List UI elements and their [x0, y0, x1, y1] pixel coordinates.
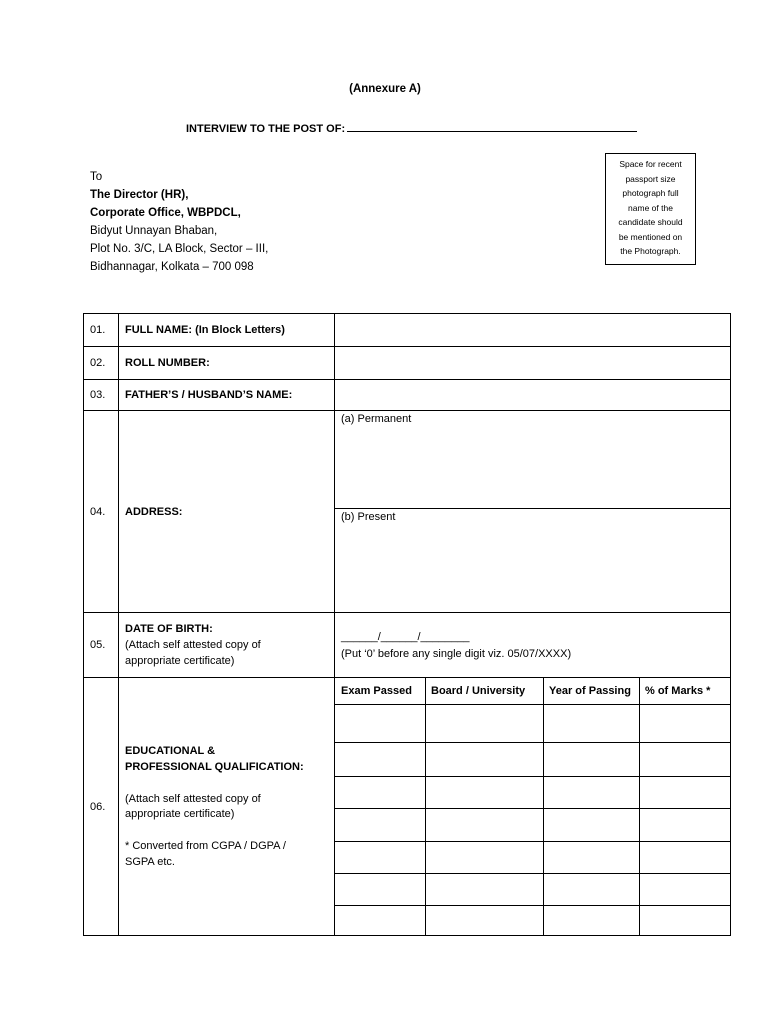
address-line-3: Bidyut Unnayan Bhaban, — [90, 225, 218, 237]
qual-row-line — [334, 905, 731, 906]
present-address-label: (b) Present — [341, 511, 396, 523]
annexure-title: (Annexure A) — [349, 83, 421, 95]
interview-post-line — [186, 121, 637, 135]
qualification-label-1: EDUCATIONAL & — [125, 745, 216, 757]
row-number: 06. — [90, 801, 106, 813]
dob-hint: (Put ‘0’ before any single digit viz. 05/07/XXXX) — [341, 648, 572, 660]
row-number: 01. — [90, 324, 106, 336]
full-name-label: FULL NAME: (In Block Letters) — [125, 324, 285, 336]
col-year-of-passing: Year of Passing — [549, 685, 631, 697]
table-border-bottom — [83, 935, 731, 936]
col-board-university: Board / University — [431, 685, 526, 697]
address-line-1: The Director (HR), — [90, 189, 189, 201]
table-divider-label — [334, 313, 335, 936]
photo-text-7: the Photograph. — [620, 246, 681, 256]
dob-sub-2: appropriate certificate) — [125, 655, 235, 667]
address-line-5: Bidhannagar, Kolkata – 700 098 — [90, 261, 254, 273]
col-percent-marks: % of Marks * — [645, 685, 711, 697]
row-line — [83, 677, 731, 678]
address-line-2: Corporate Office, WBPDCL, — [90, 207, 241, 219]
table-border-left — [83, 313, 84, 936]
father-husband-name-field[interactable] — [336, 381, 729, 409]
dob-sub-1: (Attach self attested copy of — [125, 639, 261, 651]
qual-col-line — [543, 677, 544, 936]
row-number: 04. — [90, 506, 106, 518]
present-address-field[interactable] — [336, 527, 729, 611]
row-number: 05. — [90, 639, 106, 651]
qualification-sub-2: appropriate certificate) — [125, 808, 235, 820]
dob-label: DATE OF BIRTH: — [125, 623, 213, 635]
dob-blank-field[interactable]: ______/______/________ — [341, 631, 470, 643]
permanent-address-label: (a) Permanent — [341, 413, 412, 425]
qualification-label-2: PROFESSIONAL QUALIFICATION: — [125, 761, 304, 773]
row-line — [83, 379, 731, 380]
qualification-note-2: SGPA etc. — [125, 856, 175, 868]
post-blank-line[interactable] — [347, 121, 637, 132]
address-to: To — [90, 171, 103, 183]
qual-row-line — [334, 808, 731, 809]
table-divider-num — [118, 313, 119, 936]
qual-col-line — [425, 677, 426, 936]
roll-number-field[interactable] — [336, 348, 729, 378]
qual-row-line — [334, 776, 731, 777]
permanent-address-field[interactable] — [336, 428, 729, 506]
col-exam-passed: Exam Passed — [341, 685, 412, 697]
row-line — [83, 346, 731, 347]
photo-text-1: Space for recent — [619, 159, 682, 169]
qual-row-line — [334, 841, 731, 842]
address-block — [90, 168, 268, 276]
qual-col-line — [639, 677, 640, 936]
table-border-right — [730, 313, 731, 936]
qual-row-line — [334, 742, 731, 743]
photo-text-4: name of the — [628, 202, 673, 213]
photo-text-5: candidate should — [618, 217, 683, 227]
photo-text-6: be mentioned on — [618, 231, 683, 242]
address-line-4: Plot No. 3/C, LA Block, Sector – III, — [90, 243, 269, 255]
full-name-field[interactable] — [336, 315, 729, 345]
interview-post-label: INTERVIEW TO THE POST OF: — [186, 123, 346, 135]
row-number: 02. — [90, 357, 106, 369]
photo-text-2: passport size — [625, 173, 676, 184]
address-label: ADDRESS: — [125, 506, 183, 518]
qualification-note-1: * Converted from CGPA / DGPA / — [125, 840, 286, 852]
roll-number-label: ROLL NUMBER: — [125, 357, 210, 369]
qual-row-line — [334, 873, 731, 874]
row-number: 03. — [90, 389, 106, 401]
father-husband-name-label: FATHER’S / HUSBAND’S NAME: — [125, 389, 293, 401]
photo-box[interactable] — [605, 153, 696, 265]
table-border-top — [83, 313, 731, 314]
qual-header-line — [334, 704, 731, 705]
photo-text-3: photograph full — [622, 188, 679, 198]
row-line — [83, 612, 731, 613]
qualification-sub-1: (Attach self attested copy of — [125, 793, 261, 805]
